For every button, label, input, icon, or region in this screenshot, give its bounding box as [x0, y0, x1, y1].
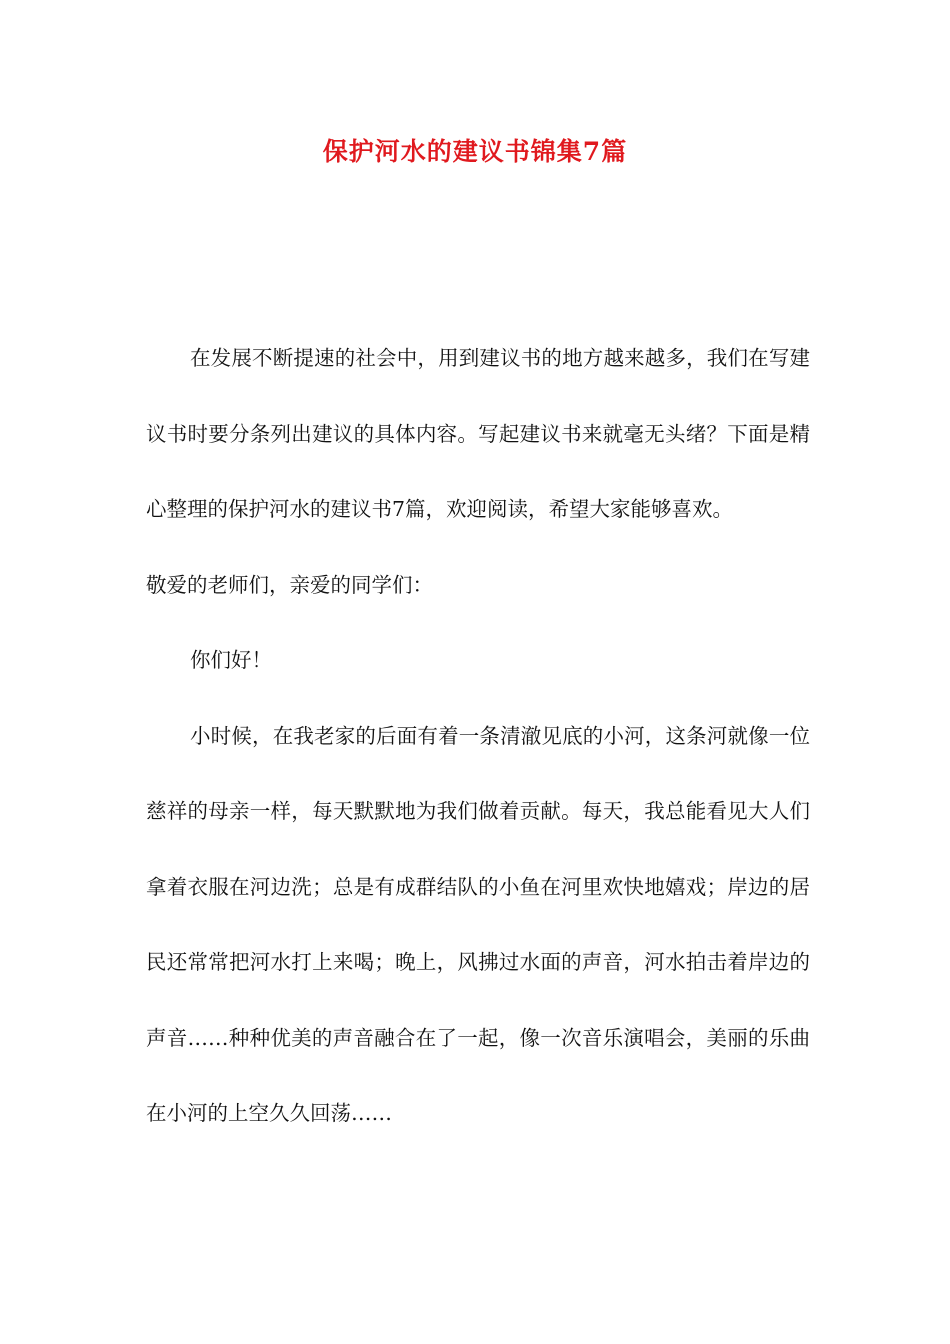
- intro-paragraph: 在发展不断提速的社会中，用到建议书的地方越来越多，我们在写建议书时要分条列出建议的具体内容。写起建议书来就毫无头绪？下面是精心整理的保护河水的建议书7篇，欢迎阅读，希望大家能够喜欢。: [146, 346, 810, 521]
- greeting-paragraph: 你们好！: [190, 648, 272, 672]
- salutation-paragraph: 敬爱的老师们，亲爱的同学们：: [146, 572, 433, 597]
- story-paragraph: 小时候，在我老家的后面有着一条清澈见底的小河，这条河就像一位慈祥的母亲一样，每天默默地为我们做着贡献。每天，我总能看见大人们拿着衣服在河边洗；总是有成群结队的小鱼在河里欢快地嬉戏；岸边的居民还常常把河水打上来喝；晚上，风拂过水面的声音，河水拍击着岸边的声音……种种优美的声音融合在了一起，像一次音乐演唱会，美丽的乐曲在小河的上空久久回荡……: [146, 723, 810, 1125]
- document-body: [146, 321, 810, 1152]
- document-title: 保护河水的建议书锦集7篇: [322, 137, 628, 166]
